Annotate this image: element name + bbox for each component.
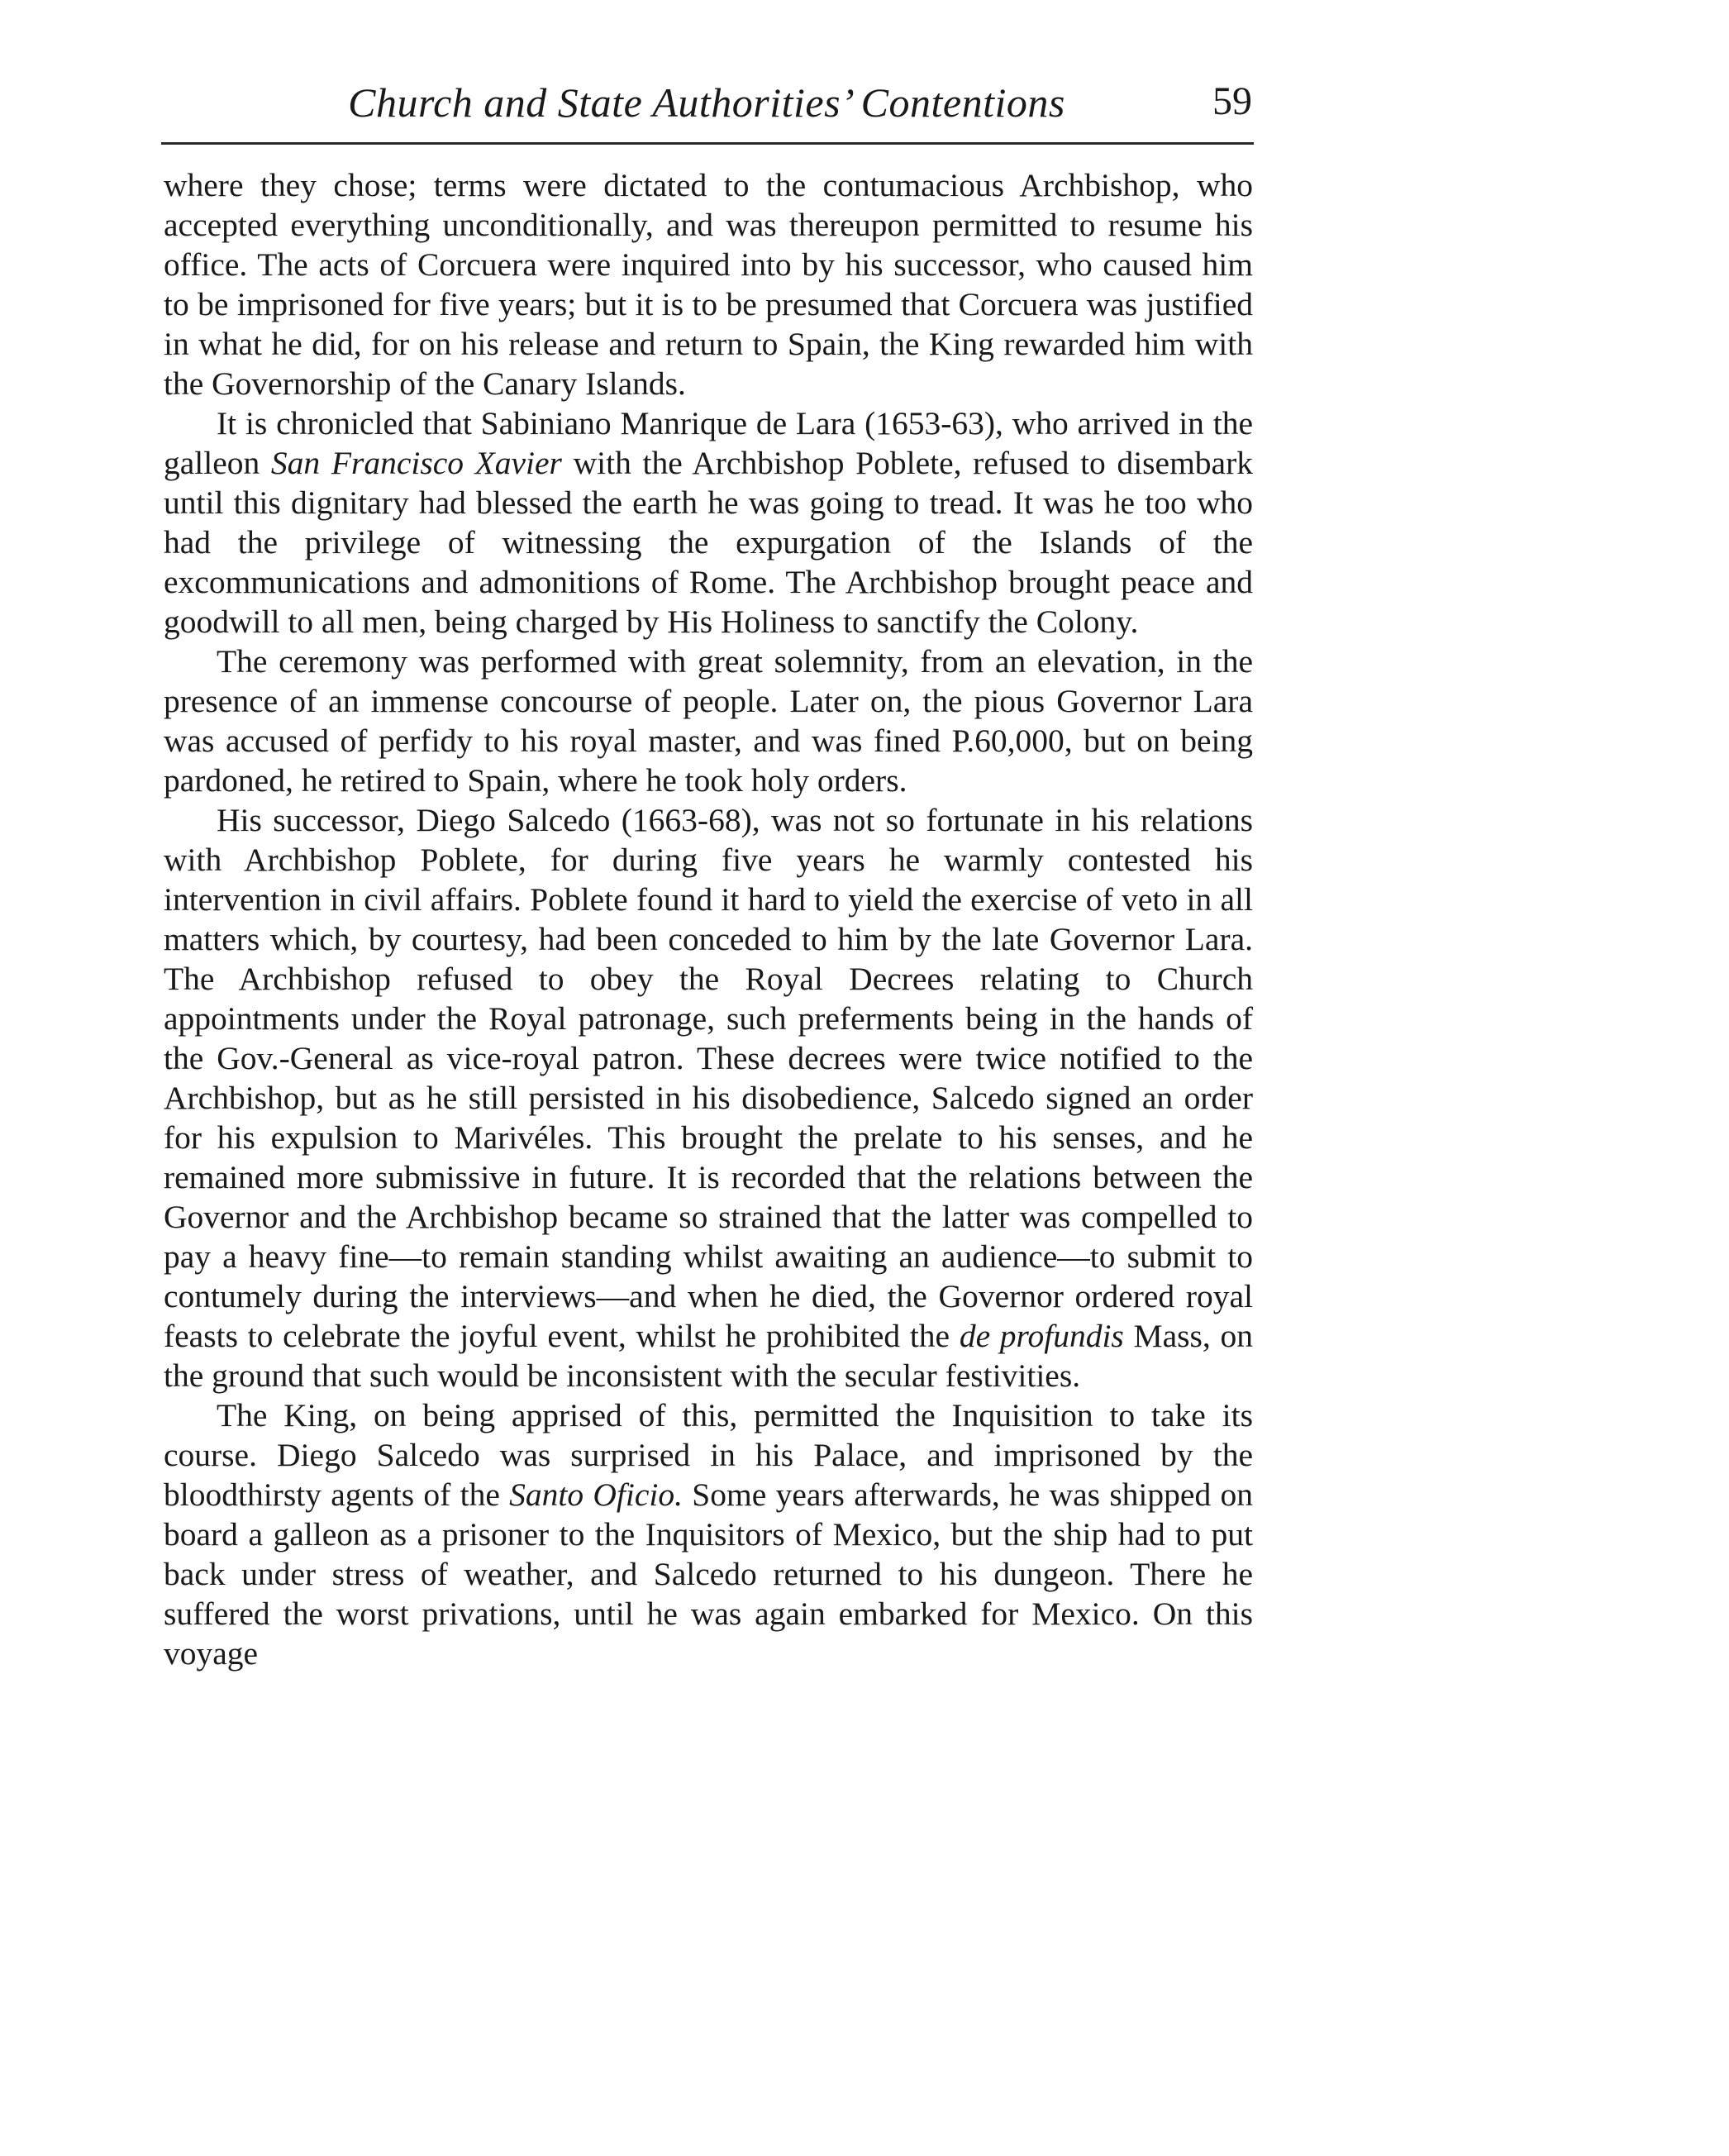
paragraph [164, 165, 1253, 403]
running-title: Church and State Authorities’ Contentions [348, 79, 1065, 126]
page-number: 59 [1212, 79, 1252, 123]
text-run: The ceremony was performed with great solemnity, from an elevation, in the presence of an immense concourse of people. Later on, the pious Governor Lara was accused of perfidy to his royal master, and was fined P.60,000, but on being pardoned, he retired to Spain, where he took holy orders. [164, 643, 1253, 799]
ship-name: San Francisco Xavier [270, 445, 562, 481]
latin-phrase: de profundis [959, 1318, 1124, 1354]
text-run: The King, on being apprised of this, permitted the Inquisition to take its course. Diego Salcedo was surprised in his Palace, and imprisoned by the bloodthirsty agents of the [164, 1397, 1253, 1513]
text-run: His successor, Diego Salcedo (1663-68), was not so fortunate in his relations with Archbishop Poblete, for during five years he warmly contested his intervention in civil affairs. Poblete found it hard to yield the exercise of veto in all matters which, by courtesy, had been conceded to him by the late Governor Lara. The Archbishop refused to obey the Royal Decrees relating to Church appointments under the Royal patronage, such preferments being in the hands of the Gov.-General as vice-royal patron. These decrees were twice notified to the Archbishop, but as he still persisted in his disobedience, Salcedo signed an order for his expulsion to Marivéles. This brought the prelate to his senses, and he remained more submissive in future. It is recorded that the relations between the Governor and the Archbishop became so strained that the latter was compelled to pay a heavy fine—to remain standing whilst awaiting an audience—to submit to contumely during the interviews—and when he died, the Governor ordered royal feasts to celebrate the joyful event, whilst he prohibited the [164, 802, 1253, 1354]
text-run: Some years afterwards, he was shipped on board a galleon as a prisoner to the Inquisitors of Mexico, but the ship had to put back under stress of weather, and Salcedo returned to his dungeon. There he suffered the worst privations, until he was again embarked for Mexico. On this voyage [164, 1476, 1253, 1672]
text-run: Mass, on the ground that such would be inconsistent with the secular festivities. [164, 1318, 1253, 1394]
header-rule [161, 142, 1254, 145]
text-run: with the Archbishop Poblete, refused to disembark until this dignitary had blessed the earth he was going to tread. It was he too who had the privilege of witnessing the expurgation of the Islands of the excommunications and admonitions of Rome. The Archbishop brought peace and goodwill to all men, being charged by His Holiness to sanctify the Colony. [164, 445, 1253, 640]
text-run: where they chose; terms were dictated to the contumacious Archbishop, who accepted everything unconditionally, and was thereupon permitted to resume his office. The acts of Corcuera were inquired into by his successor, who caused him to be imprisoned for five years; but it is to be presumed that Corcuera was justified in what he did, for on his release and return to Spain, the King rewarded him with the Governorship of the Canary Islands. [164, 167, 1253, 402]
paragraph [164, 800, 1253, 1395]
paragraph [164, 1395, 1253, 1673]
text-run: It is chronicled that Sabiniano Manrique de Lara (1653-63), who arrived in the galleon [164, 405, 1253, 481]
body-text [164, 165, 1253, 1673]
paragraph [164, 642, 1253, 800]
institution-name: Santo Oficio. [509, 1476, 684, 1513]
paragraph [164, 403, 1253, 642]
running-head [161, 79, 1252, 136]
